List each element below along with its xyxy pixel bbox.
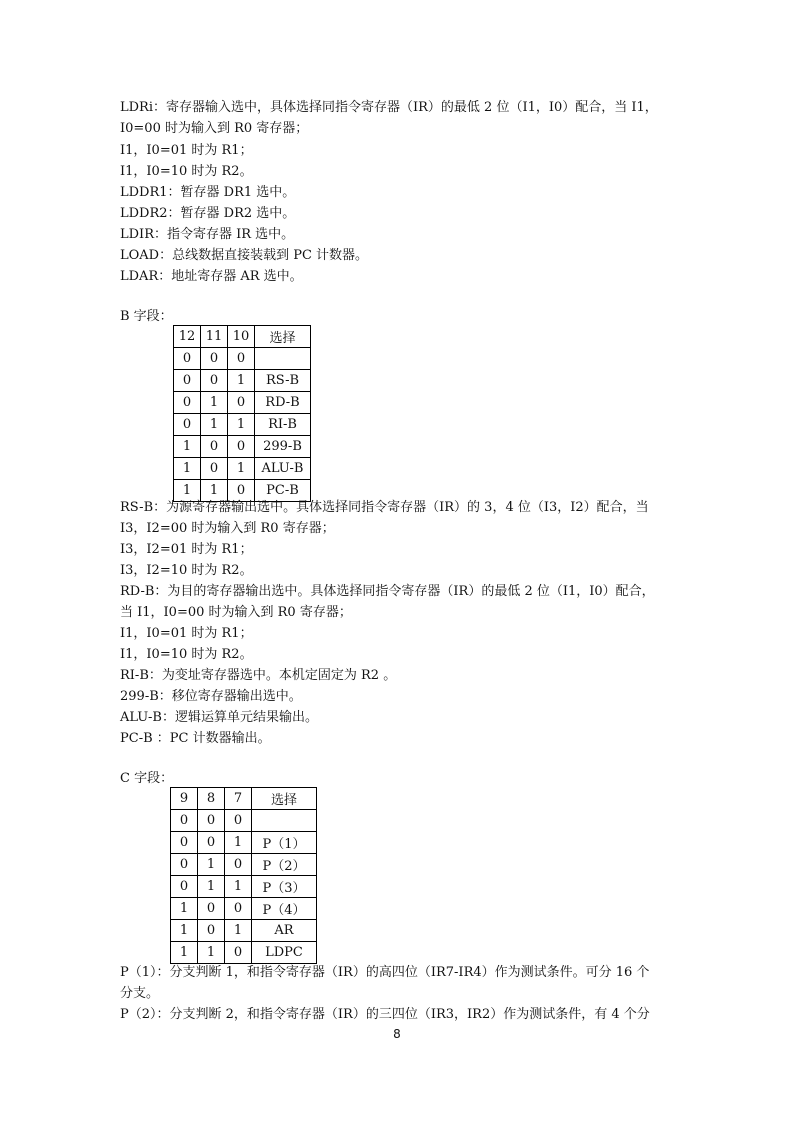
table-cell: 0 bbox=[201, 436, 228, 458]
text-line: RD-B：为目的寄存器输出选中。具体选择同指令寄存器（IR）的最低 2 位（I1，I0）配合， bbox=[120, 584, 655, 599]
table-row bbox=[171, 920, 317, 942]
text-line: I1，I0=01 时为 R1； bbox=[120, 626, 253, 641]
table-cell: 0 bbox=[228, 348, 255, 370]
table-cell: 1 bbox=[225, 920, 252, 942]
header-cell: 12 bbox=[174, 326, 201, 348]
table-row bbox=[171, 810, 317, 832]
text-line: 当 I1，I0=00 时为输入到 R0 寄存器； bbox=[120, 605, 352, 620]
table-cell: P（1） bbox=[252, 832, 317, 854]
b-field-table bbox=[173, 325, 311, 502]
table-row bbox=[171, 854, 317, 876]
table-cell: 1 bbox=[228, 370, 255, 392]
table-cell: 1 bbox=[228, 458, 255, 480]
table-row bbox=[174, 414, 311, 436]
text-line: I3，I2=01 时为 R1； bbox=[120, 542, 253, 557]
table-cell: 0 bbox=[225, 854, 252, 876]
table-cell: 1 bbox=[171, 942, 198, 964]
table-row bbox=[174, 436, 311, 458]
table-cell: P（3） bbox=[252, 876, 317, 898]
table-cell: 0 bbox=[171, 810, 198, 832]
header-cell: 11 bbox=[201, 326, 228, 348]
table-cell bbox=[255, 348, 311, 370]
table-cell: 1 bbox=[225, 876, 252, 898]
text-line: I3，I2=10 时为 R2。 bbox=[120, 563, 253, 578]
table-cell: 0 bbox=[174, 348, 201, 370]
table-cell: PC-B bbox=[255, 480, 311, 502]
text-line: P（2）：分支判断 2，和指令寄存器（IR）的三四位（IR3，IR2）作为测试条件，有 4 个分 bbox=[120, 1007, 650, 1022]
table-cell: 1 bbox=[228, 414, 255, 436]
page-number: 8 bbox=[393, 1027, 401, 1041]
table-cell: 1 bbox=[198, 876, 225, 898]
section-heading-b: B 字段： bbox=[120, 309, 173, 324]
text-line: I3，I2=00 时为输入到 R0 寄存器； bbox=[120, 521, 335, 536]
table-cell: 0 bbox=[171, 876, 198, 898]
table-cell: LDPC bbox=[252, 942, 317, 964]
table-cell: 0 bbox=[201, 370, 228, 392]
table-cell: 0 bbox=[228, 480, 255, 502]
table-cell: 0 bbox=[171, 854, 198, 876]
text-line: PC-B ：PC 计数器输出。 bbox=[120, 731, 271, 746]
table-cell: 0 bbox=[174, 392, 201, 414]
table-cell: 1 bbox=[201, 414, 228, 436]
text-line: LDIR：指令寄存器 IR 选中。 bbox=[120, 227, 295, 242]
table-row bbox=[174, 458, 311, 480]
table-cell: 0 bbox=[171, 832, 198, 854]
section-heading-c: C 字段： bbox=[120, 771, 174, 786]
text-line: LDAR：地址寄存器 AR 选中。 bbox=[120, 269, 303, 284]
table-cell: 299-B bbox=[255, 436, 311, 458]
table-cell: 0 bbox=[198, 810, 225, 832]
table-cell: 1 bbox=[174, 480, 201, 502]
text-line: P（1）：分支判断 1，和指令寄存器（IR）的高四位（IR7-IR4）作为测试条件。可分 16 个 bbox=[120, 965, 650, 980]
text-line: I0=00 时为输入到 R0 寄存器； bbox=[120, 121, 309, 136]
table-cell bbox=[252, 810, 317, 832]
table-cell: 0 bbox=[201, 458, 228, 480]
table-cell: 0 bbox=[225, 898, 252, 920]
text-line: 299-B：移位寄存器输出选中。 bbox=[120, 689, 302, 704]
header-cell: 9 bbox=[171, 788, 198, 810]
table-cell: 1 bbox=[171, 898, 198, 920]
table-cell: 1 bbox=[174, 458, 201, 480]
text-line: LDDR2：暂存器 DR2 选中。 bbox=[120, 206, 296, 221]
table-cell: 1 bbox=[174, 436, 201, 458]
table-row bbox=[171, 942, 317, 964]
table-cell: 0 bbox=[228, 392, 255, 414]
table-cell: 0 bbox=[174, 370, 201, 392]
table-row bbox=[174, 370, 311, 392]
table-cell: 1 bbox=[225, 832, 252, 854]
table-cell: P（2） bbox=[252, 854, 317, 876]
text-line: I1，I0=10 时为 R2。 bbox=[120, 647, 253, 662]
table-cell: 0 bbox=[198, 898, 225, 920]
table-cell: 0 bbox=[174, 414, 201, 436]
table-cell: 1 bbox=[201, 392, 228, 414]
table-header-row bbox=[171, 788, 317, 810]
table-cell: 0 bbox=[225, 942, 252, 964]
text-line: RI-B：为变址寄存器选中。本机定固定为 R2 。 bbox=[120, 668, 397, 683]
table-cell: RI-B bbox=[255, 414, 311, 436]
table-cell: 1 bbox=[201, 480, 228, 502]
table-cell: 0 bbox=[198, 832, 225, 854]
table-cell: 0 bbox=[201, 348, 228, 370]
table-cell: 0 bbox=[225, 810, 252, 832]
text-line: ALU-B：逻辑运算单元结果输出。 bbox=[120, 710, 318, 725]
table-row bbox=[174, 348, 311, 370]
text-line: I1，I0=01 时为 R1； bbox=[120, 143, 253, 158]
text-line: RS-B：为源寄存器输出选中。具体选择同指令寄存器（IR）的 3，4 位（I3，I2）配合，当 bbox=[120, 500, 649, 515]
table-cell: 1 bbox=[198, 854, 225, 876]
header-cell: 7 bbox=[225, 788, 252, 810]
table-header-row bbox=[174, 326, 311, 348]
table-cell: RD-B bbox=[255, 392, 311, 414]
table-cell: P（4） bbox=[252, 898, 317, 920]
c-field-table bbox=[170, 787, 317, 964]
table-row bbox=[171, 876, 317, 898]
table-cell: RS-B bbox=[255, 370, 311, 392]
table-row bbox=[171, 898, 317, 920]
text-line: LOAD：总线数据直接装载到 PC 计数器。 bbox=[120, 248, 369, 263]
header-cell: 8 bbox=[198, 788, 225, 810]
text-line: LDRi：寄存器输入选中，具体选择同指令寄存器（IR）的最低 2 位（I1，I0）配合，当 I1， bbox=[120, 100, 658, 115]
table-cell: 0 bbox=[228, 436, 255, 458]
table-row bbox=[174, 392, 311, 414]
table-row bbox=[171, 832, 317, 854]
header-cell: 10 bbox=[228, 326, 255, 348]
text-line: LDDR1：暂存器 DR1 选中。 bbox=[120, 185, 296, 200]
table-cell: ALU-B bbox=[255, 458, 311, 480]
table-cell: 0 bbox=[198, 920, 225, 942]
header-cell: 选择 bbox=[252, 788, 317, 810]
table-cell: 1 bbox=[171, 920, 198, 942]
text-line: 分支。 bbox=[120, 986, 160, 1001]
header-cell: 选择 bbox=[255, 326, 311, 348]
text-line: I1，I0=10 时为 R2。 bbox=[120, 164, 253, 179]
table-cell: 1 bbox=[198, 942, 225, 964]
table-cell: AR bbox=[252, 920, 317, 942]
